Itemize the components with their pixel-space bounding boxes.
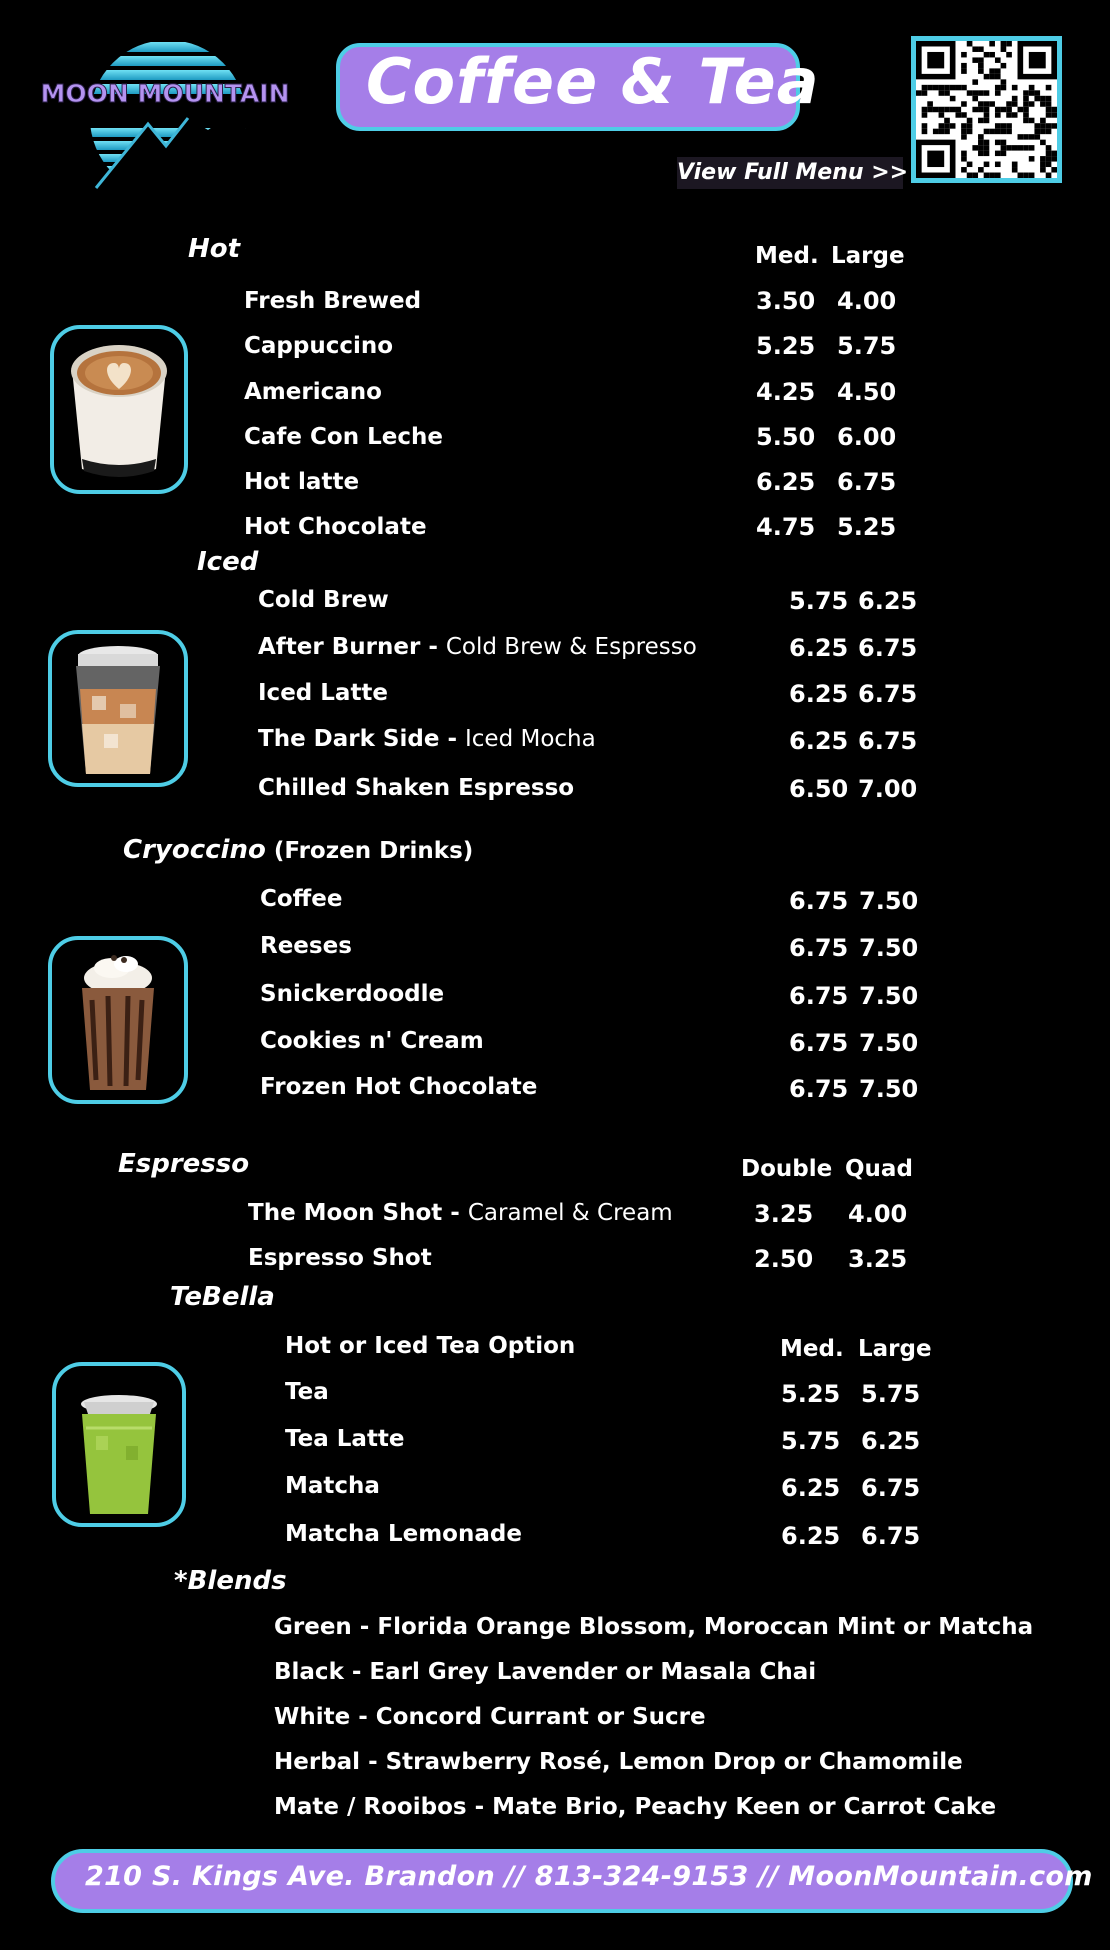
price-large: 6.75 — [861, 1474, 921, 1502]
footer-contact[interactable]: 210 S. Kings Ave. Brandon // 813-324-9153 // MoonMountain.com — [85, 1861, 1093, 1892]
section-heading-cryoccino — [123, 835, 473, 865]
price-med: 6.75 — [789, 887, 849, 915]
blend-line: Black - Earl Grey Lavender or Masala Chai — [274, 1659, 817, 1685]
price-med: 3.50 — [756, 287, 816, 315]
section-heading-iced: Iced — [197, 547, 259, 577]
price-large: 6.25 — [861, 1427, 921, 1455]
logo-text: MOON MOUNTAIN — [40, 79, 290, 108]
price-large: 6.75 — [837, 468, 897, 496]
menu-item-name: Cappuccino — [244, 333, 394, 359]
price-large: 7.50 — [859, 1029, 919, 1057]
price-double: 3.25 — [754, 1200, 814, 1228]
price-med: 6.75 — [789, 934, 849, 962]
menu-item-name: Fresh Brewed — [244, 288, 422, 314]
blend-line: Green - Florida Orange Blossom, Moroccan Mint or Matcha — [274, 1614, 1034, 1640]
price-large: 7.50 — [859, 982, 919, 1010]
price-large: 5.75 — [861, 1380, 921, 1408]
view-full-menu-link[interactable]: View Full Menu >> — [677, 157, 903, 189]
price-med: 6.25 — [781, 1474, 841, 1502]
menu-item-name: Matcha — [285, 1473, 380, 1499]
price-med: 6.25 — [781, 1522, 841, 1550]
price-large: 7.50 — [859, 1075, 919, 1103]
menu-item-name: Iced Latte — [258, 680, 389, 706]
menu-item-name: Chilled Shaken Espresso — [258, 775, 575, 801]
menu-item-name: Frozen Hot Chocolate — [260, 1074, 538, 1100]
price-med: 6.25 — [756, 468, 816, 496]
hot-coffee-photo — [50, 325, 188, 494]
blend-line: Herbal - Strawberry Rosé, Lemon Drop or Chamomile — [274, 1749, 963, 1775]
menu-item-name: The Moon Shot - — [248, 1200, 468, 1226]
price-large: 4.00 — [837, 287, 897, 315]
moon-mountain-logo — [38, 38, 292, 198]
hot-col-med: Med. — [755, 243, 819, 269]
price-med: 4.25 — [756, 378, 816, 406]
menu-item-name: Tea — [285, 1379, 329, 1405]
espresso-col-quad: Quad — [845, 1156, 913, 1182]
menu-item-name: Snickerdoodle — [260, 981, 445, 1007]
espresso-col-double: Double — [741, 1156, 833, 1182]
price-med: 6.25 — [789, 634, 849, 662]
page-title: Coffee & Tea — [366, 45, 820, 118]
tea-col-med: Med. — [780, 1336, 844, 1362]
price-large: 4.50 — [837, 378, 897, 406]
menu-item-name: Tea Latte — [285, 1426, 405, 1452]
blend-line: White - Concord Currant or Sucre — [274, 1704, 706, 1730]
price-med: 5.75 — [789, 587, 849, 615]
menu-item-desc: Iced Mocha — [465, 726, 596, 752]
menu-item-name: Cafe Con Leche — [244, 424, 443, 450]
price-med: 5.50 — [756, 423, 816, 451]
section-heading-hot: Hot — [188, 234, 241, 264]
price-large: 5.75 — [837, 332, 897, 360]
price-med: 6.50 — [789, 775, 849, 803]
qr-code[interactable] — [911, 36, 1062, 183]
hot-col-large: Large — [831, 243, 905, 269]
price-med: 5.25 — [781, 1380, 841, 1408]
section-heading-blends: *Blends — [174, 1566, 287, 1596]
menu-item-name: Cold Brew — [258, 587, 389, 613]
section-heading-espresso: Espresso — [118, 1149, 250, 1179]
menu-item-name: The Dark Side - — [258, 726, 465, 752]
matcha-photo — [52, 1362, 186, 1527]
price-large: 7.50 — [859, 887, 919, 915]
qr-pattern — [916, 41, 1057, 178]
blend-line: Mate / Rooibos - Mate Brio, Peachy Keen or Carrot Cake — [274, 1794, 997, 1820]
menu-item-with-desc — [248, 1200, 673, 1226]
menu-item-with-desc — [258, 726, 596, 752]
footer-banner — [51, 1849, 1093, 1913]
price-large: 6.75 — [858, 727, 918, 755]
price-quad: 3.25 — [848, 1245, 908, 1273]
price-med: 4.75 — [756, 513, 816, 541]
price-large: 6.25 — [858, 587, 918, 615]
price-quad: 4.00 — [848, 1200, 908, 1228]
menu-item-desc: Caramel & Cream — [467, 1200, 673, 1226]
section-heading-tebella: TeBella — [170, 1282, 275, 1312]
menu-item-name: Matcha Lemonade — [285, 1521, 522, 1547]
menu-item-with-desc — [258, 634, 697, 660]
price-double: 2.50 — [754, 1245, 814, 1273]
price-large: 5.25 — [837, 513, 897, 541]
price-large: 6.75 — [858, 680, 918, 708]
frozen-drink-photo — [48, 936, 188, 1104]
menu-item-name: Cookies n' Cream — [260, 1028, 484, 1054]
price-med: 5.25 — [756, 332, 816, 360]
cryoccino-title: Cryoccino — [123, 835, 266, 865]
price-large: 6.75 — [861, 1522, 921, 1550]
menu-item-name: Coffee — [260, 886, 343, 912]
menu-item-name: Espresso Shot — [248, 1245, 432, 1271]
menu-item-name: Americano — [244, 379, 382, 405]
title-banner — [336, 43, 820, 131]
price-med: 6.75 — [789, 1075, 849, 1103]
price-med: 6.25 — [789, 727, 849, 755]
price-large: 7.50 — [859, 934, 919, 962]
price-med: 5.75 — [781, 1427, 841, 1455]
cryoccino-subtitle: (Frozen Drinks) — [265, 838, 474, 864]
price-large: 7.00 — [858, 775, 918, 803]
price-large: 6.00 — [837, 423, 897, 451]
menu-item-name: After Burner - — [258, 634, 446, 660]
tea-option-label: Hot or Iced Tea Option — [285, 1333, 576, 1359]
price-med: 6.75 — [789, 1029, 849, 1057]
menu-item-name: Reeses — [260, 933, 352, 959]
menu-item-desc: Cold Brew & Espresso — [445, 634, 697, 660]
menu-item-name: Hot Chocolate — [244, 514, 427, 540]
price-large: 6.75 — [858, 634, 918, 662]
tea-col-large: Large — [858, 1336, 932, 1362]
price-med: 6.25 — [789, 680, 849, 708]
price-med: 6.75 — [789, 982, 849, 1010]
menu-item-name: Hot latte — [244, 469, 360, 495]
iced-coffee-photo — [48, 630, 188, 787]
